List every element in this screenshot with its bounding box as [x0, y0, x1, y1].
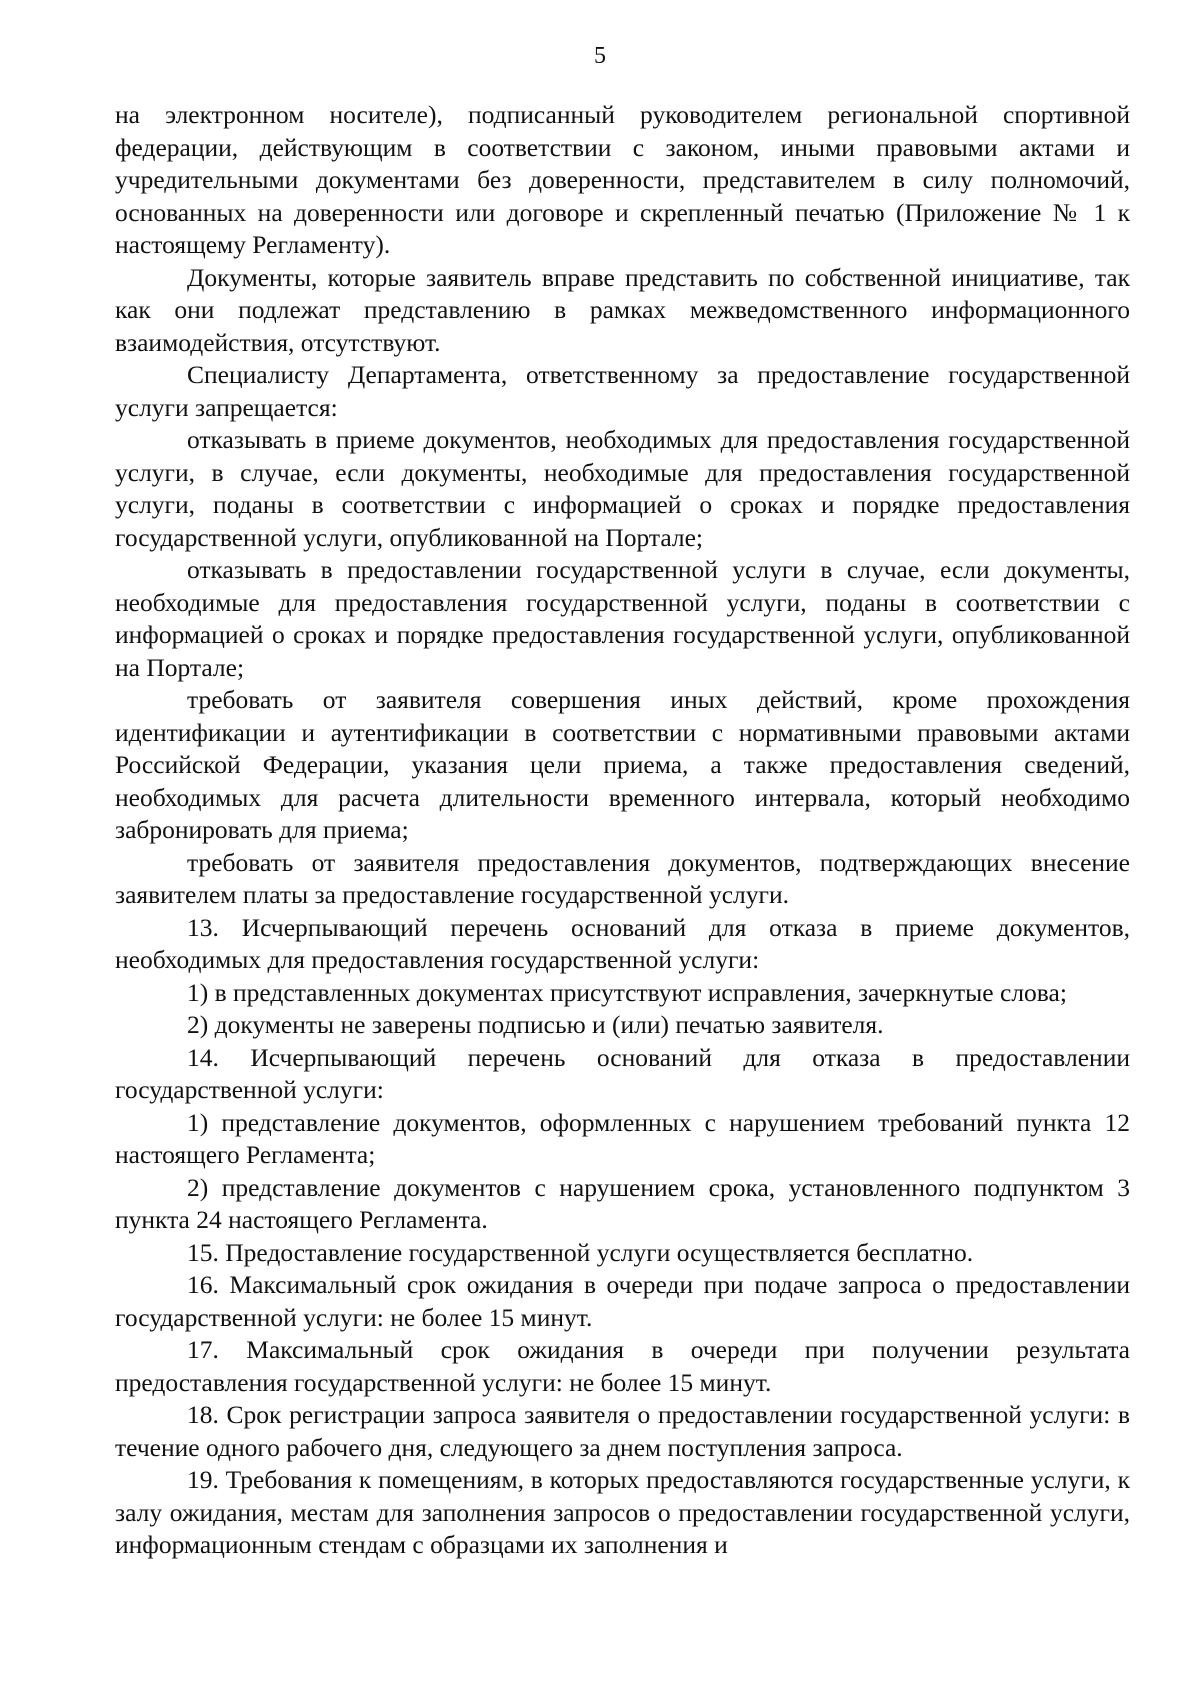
- section-19: 19. Требования к помещениям, в которых предоставляются государственные услуги, к залу ожидания, местам для заполнения запросов о предоставлении государственной услуги, информационным стендам с образцами их заполнения и: [115, 1465, 1130, 1559]
- section-15: 15. Предоставление государственной услуги осуществляется бесплатно.: [187, 1237, 974, 1267]
- list-item: 1) в представленных документах присутствуют исправления, зачеркнутые слова;: [187, 977, 1067, 1007]
- section-13-heading: 13. Исчерпывающий перечень оснований для отказа в приеме документов, необходимых для предоставления государственной услуги:: [115, 912, 1130, 974]
- section-16: 16. Максимальный срок ожидания в очереди при подаче запроса о предоставлении государственной услуги: не более 15 минут.: [115, 1270, 1130, 1332]
- document-body: [115, 99, 1130, 1562]
- list-item: 2) представление документов с нарушением срока, установленного подпунктом 3 пункта 24 настоящего Регламента.: [115, 1172, 1130, 1234]
- paragraph: отказывать в предоставлении государственной услуги в случае, если документы, необходимые для предоставления государственной услуги, поданы в соответствии с информацией о сроках и порядке предоставления государственной услуги, опубликованной на Портале;: [115, 555, 1130, 682]
- section-14-heading: 14. Исчерпывающий перечень оснований для отказа в предоставлении государственной услуги:: [115, 1042, 1130, 1104]
- paragraph-continuation: на электронном носителе), подписанный руководителем региональной спортивной федерации, действующим в соответствии с законом, иными правовыми актами и учредительными документами без доверенности, представителем в силу полномочий, основанных на доверенности или договоре и скрепленный печатью (Приложение № 1 к настоящему Регламенту).: [115, 100, 1130, 259]
- list-item: 2) документы не заверены подписью и (или) печатью заявителя.: [187, 1010, 884, 1039]
- paragraph: Специалисту Департамента, ответственному за предоставление государственной услуги запрещается:: [115, 360, 1130, 422]
- paragraph: требовать от заявителя предоставления документов, подтверждающих внесение заявителем платы за предоставление государственной услуги.: [115, 847, 1130, 909]
- page-number: 5: [594, 43, 606, 69]
- list-item: 1) представление документов, оформленных с нарушением требований пункта 12 настоящего Регламента;: [115, 1107, 1130, 1169]
- paragraph: отказывать в приеме документов, необходимых для предоставления государственной услуги, в случае, если документы, необходимые для предоставления государственной услуги, поданы в соответствии с информацией о сроках и порядке предоставления государственной услуги, опубликованной на Портале;: [115, 425, 1130, 552]
- section-18: 18. Срок регистрации запроса заявителя о предоставлении государственной услуги: в течение одного рабочего дня, следующего за днем поступления запроса.: [115, 1400, 1130, 1462]
- paragraph: Документы, которые заявитель вправе представить по собственной инициативе, так как они подлежат представлению в рамках межведомственного информационного взаимодействия, отсутствуют.: [115, 262, 1130, 357]
- section-17: 17. Максимальный срок ожидания в очереди при получении результата предоставления государственной услуги: не более 15 минут.: [115, 1335, 1130, 1397]
- paragraph: требовать от заявителя совершения иных действий, кроме прохождения идентификации и аутентификации в соответствии с нормативными правовыми актами Российской Федерации, указания цели приема, а также предоставления сведений, необходимых для расчета длительности временного интервала, который необходимо забронировать для приема;: [115, 685, 1130, 844]
